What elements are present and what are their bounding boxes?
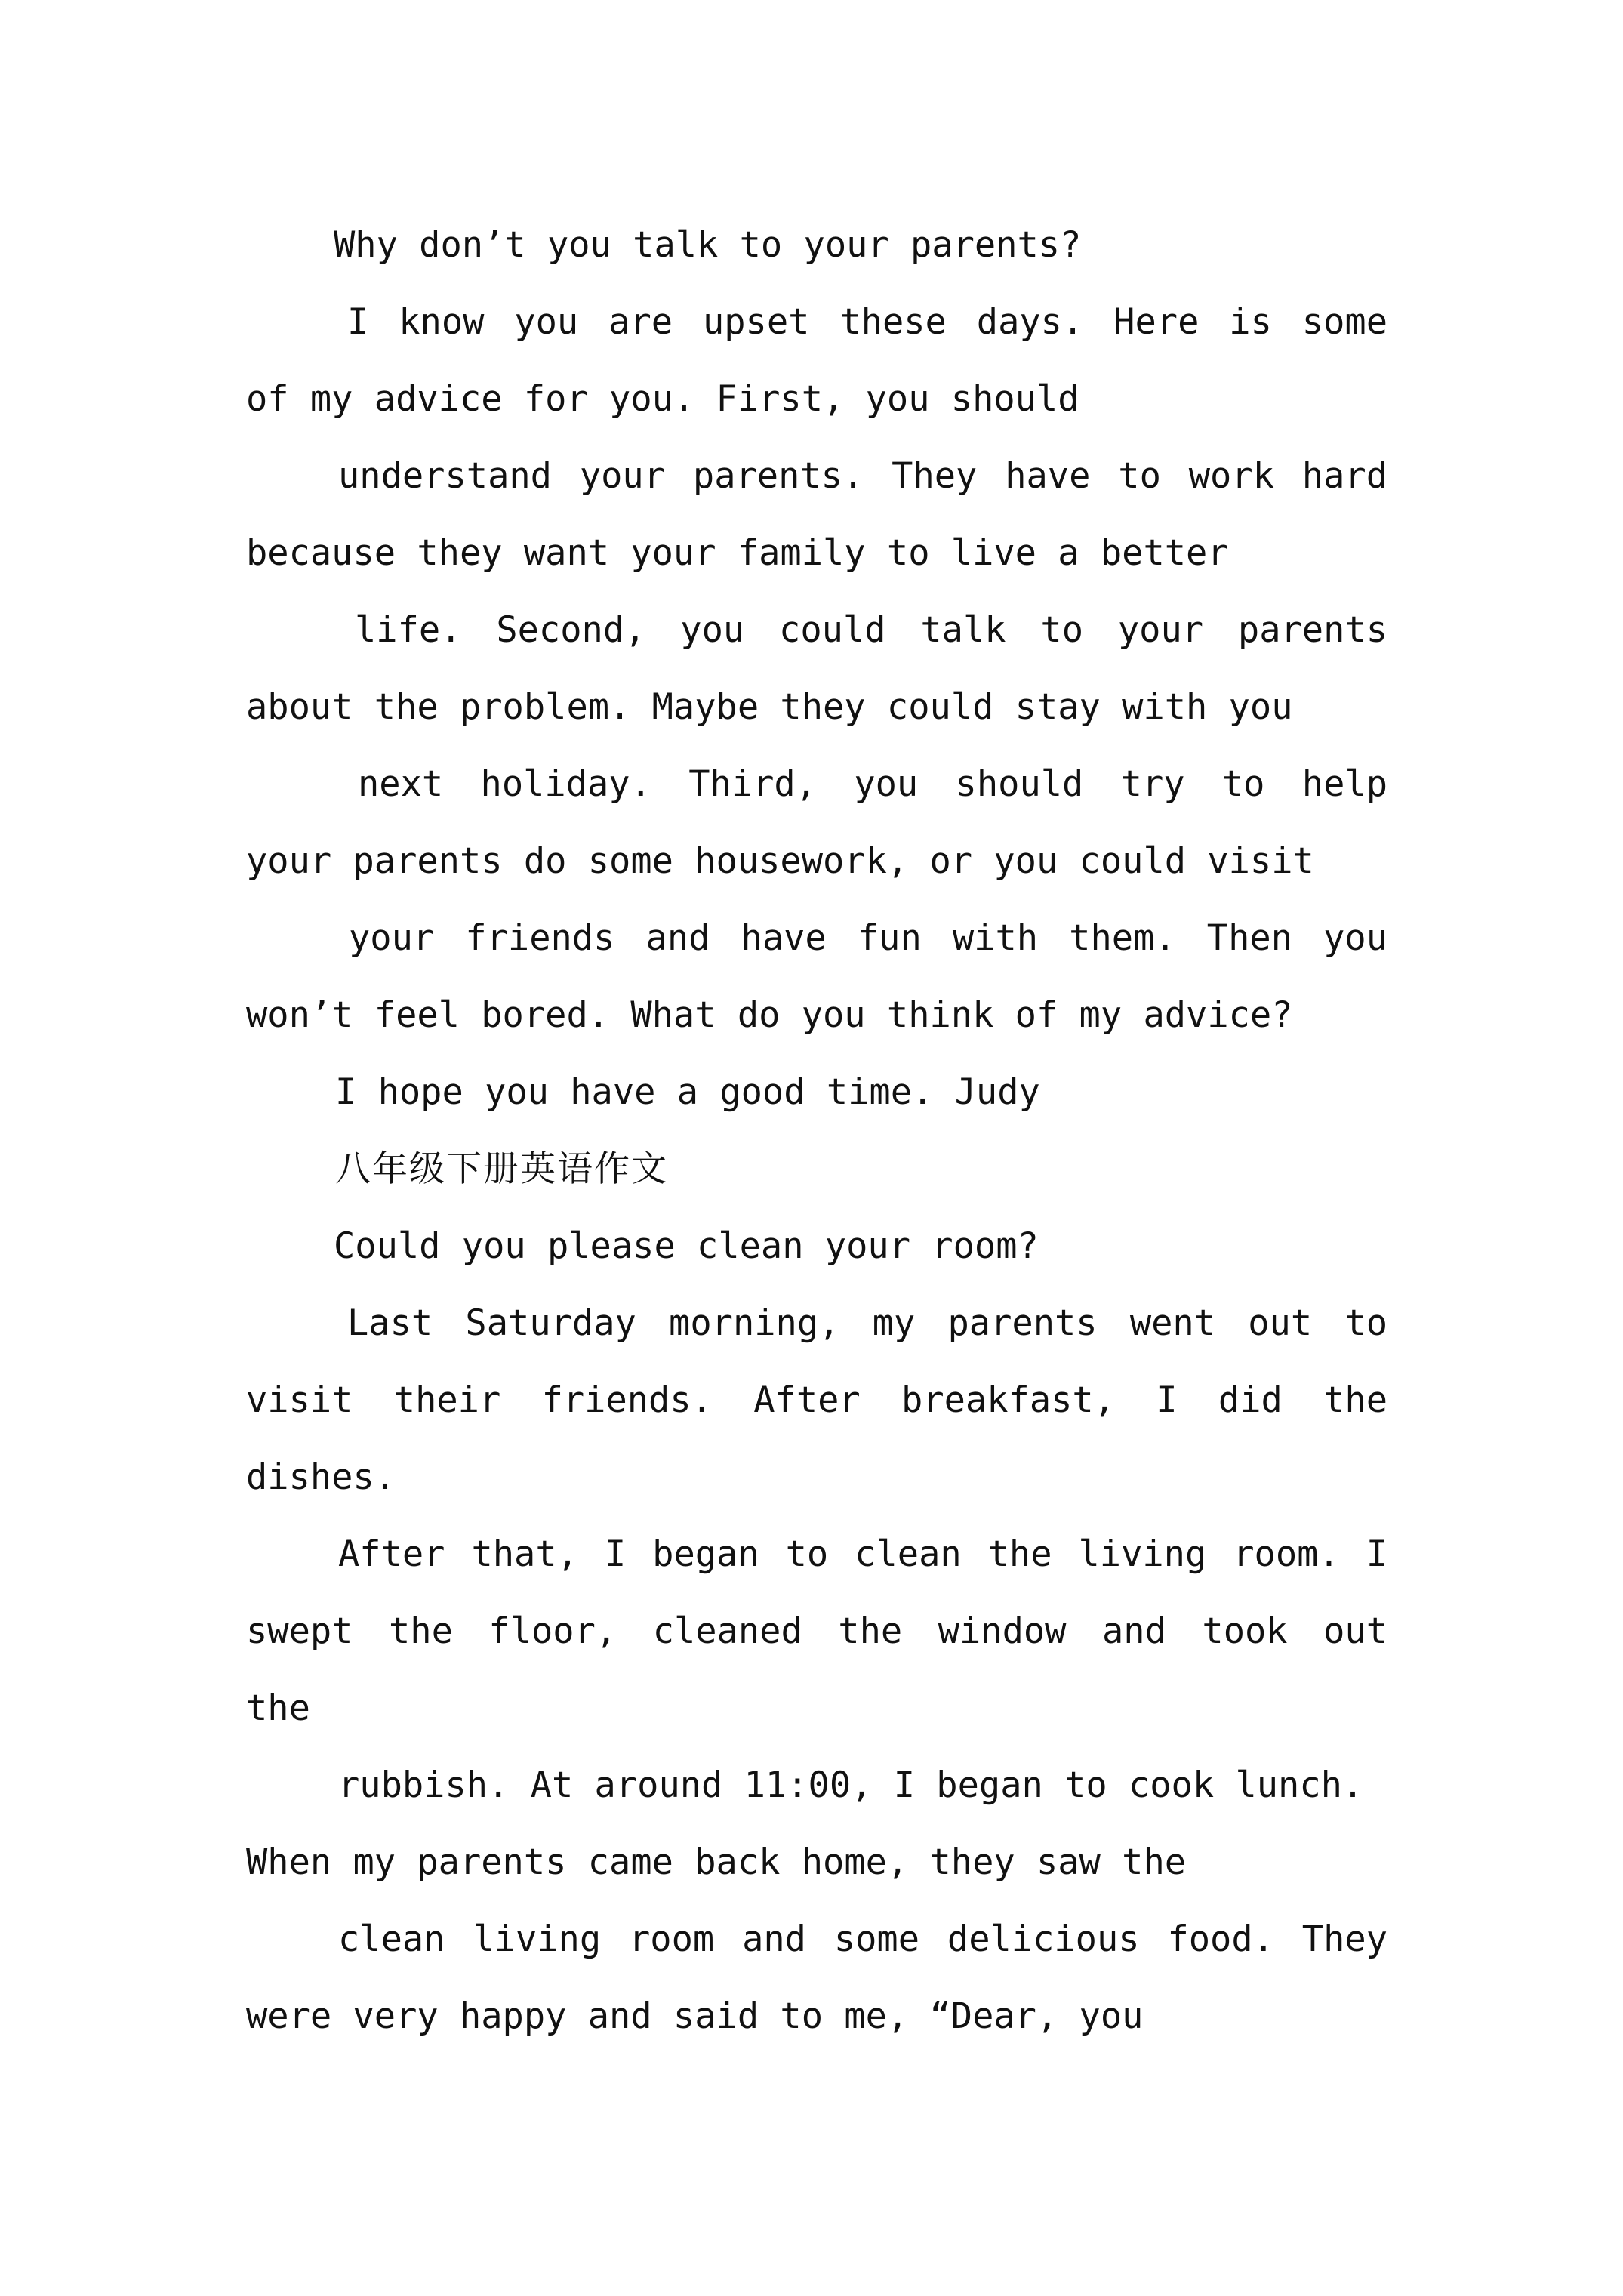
paragraph-line: the xyxy=(246,1687,310,1729)
letter-title: Why don’t you talk to your parents? xyxy=(334,224,1082,266)
paragraph-line: your friends and have fun with them. Then you xyxy=(349,917,1387,959)
paragraph-line: After that, I began to clean the living room. I xyxy=(338,1533,1387,1575)
paragraph-line: understand your parents. They have to work hard xyxy=(338,455,1387,497)
paragraph-line: I hope you have a good time. Judy xyxy=(335,1071,1040,1113)
paragraph-line: next holiday. Third, you should try to help xyxy=(358,763,1387,805)
paragraph-line: visit their friends. After breakfast, I did the xyxy=(246,1379,1387,1421)
section-heading: 八年级下册英语作文 xyxy=(335,1148,668,1190)
paragraph-line: your parents do some housework, or you could visit xyxy=(246,840,1314,882)
paragraph-line: I know you are upset these days. Here is some xyxy=(347,301,1387,343)
paragraph-line: rubbish. At around 11:00, I began to cook lunch. xyxy=(338,1764,1364,1806)
paragraph-line: won’t feel bored. What do you think of my advice? xyxy=(246,994,1293,1036)
paragraph-line: When my parents came back home, they saw the xyxy=(246,1841,1187,1883)
paragraph-line: life. Second, you could talk to your parents xyxy=(355,609,1387,651)
paragraph-line: clean living room and some delicious food. They xyxy=(338,1918,1387,1960)
paragraph-line: dishes. xyxy=(246,1456,396,1498)
paragraph-line: Last Saturday morning, my parents went out to xyxy=(347,1302,1387,1344)
essay-title: Could you please clean your room? xyxy=(334,1225,1039,1267)
paragraph-line: because they want your family to live a better xyxy=(246,532,1229,574)
paragraph-line: of my advice for you. First, you should xyxy=(246,378,1079,420)
paragraph-line: about the problem. Maybe they could stay with you xyxy=(246,686,1293,728)
paragraph-line: were very happy and said to me, “Dear, you xyxy=(246,1996,1144,2037)
paragraph-line: swept the floor, cleaned the window and took out xyxy=(246,1610,1387,1652)
